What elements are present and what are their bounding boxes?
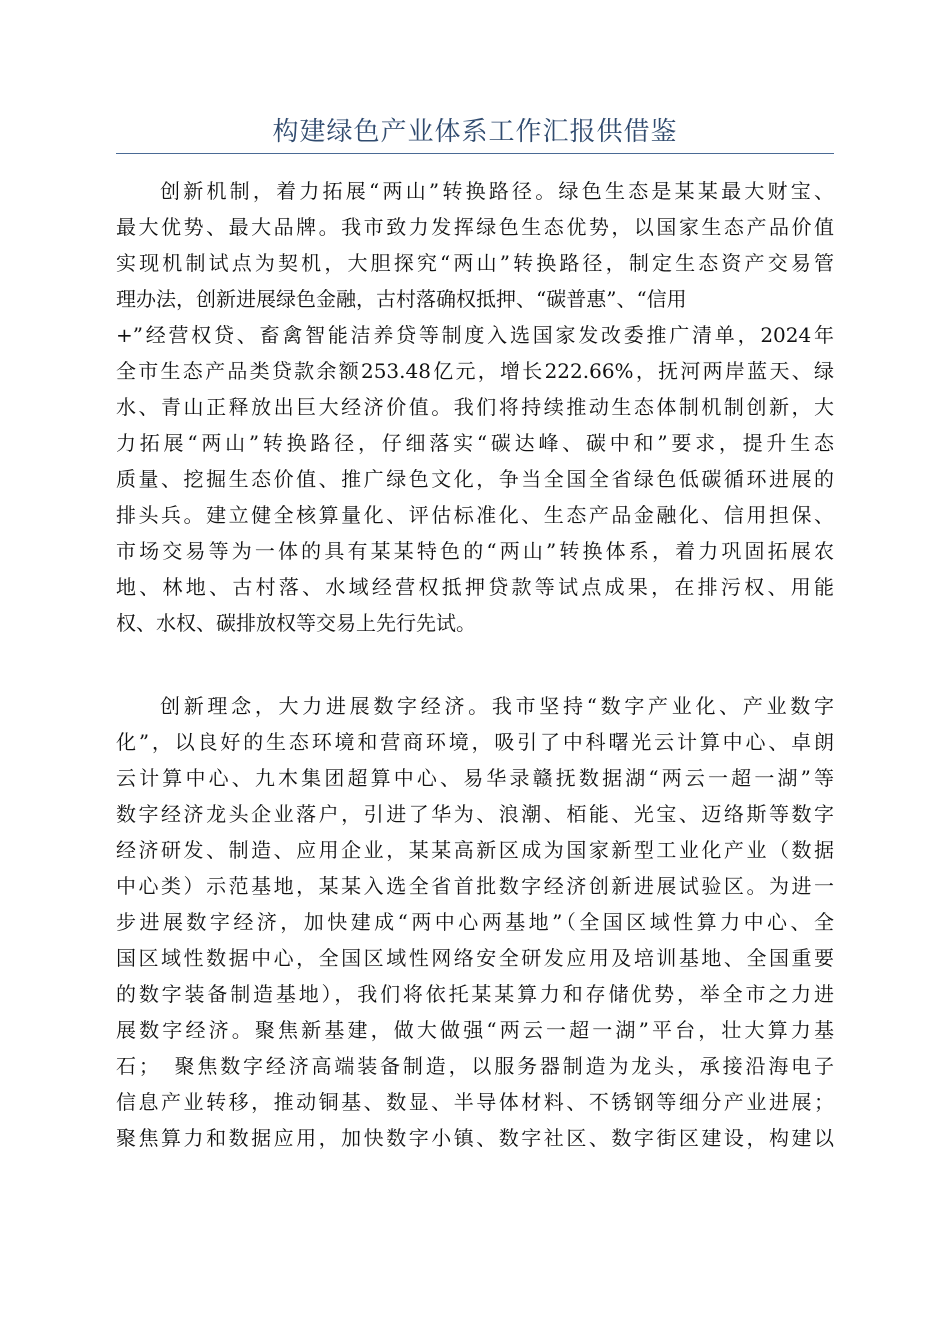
paragraph-line: 市场交易等为一体的具有某某特色的“两山”转换体系，着力巩固拓展农 xyxy=(116,539,834,563)
paragraph-line: 创新机制，着力拓展“两山”转换路径。绿色生态是某某最大财宝、 xyxy=(160,179,834,203)
paragraph-line: 最大优势、最大品牌。我市致力发挥绿色生态优势，以国家生态产品价值 xyxy=(116,215,834,239)
paragraph-line: 力拓展“两山”转换路径，仔细落实“碳达峰、碳中和”要求，提升生态 xyxy=(116,431,834,455)
paragraph-line: 中心类）示范基地，某某入选全省首批数字经济创新进展试验区。为进一 xyxy=(116,874,834,898)
paragraph-innovation-concept xyxy=(116,688,834,1156)
paragraph-line: +”经营权贷、畜禽智能洁养贷等制度入选国家发改委推广清单，2024年 xyxy=(116,323,834,347)
paragraph-line: 质量、挖掘生态价值、推广绿色文化，争当全国全省绿色低碳循环进展的 xyxy=(116,467,834,491)
document-title: 构建绿色产业体系工作汇报供借鉴 xyxy=(272,117,678,147)
paragraph-line: 全市生态产品类贷款余额253.48亿元，增长222.66%，抚河两岸蓝天、绿 xyxy=(116,359,834,383)
paragraph-line: 信息产业转移，推动铜基、数显、半导体材料、不锈钢等细分产业进展； xyxy=(116,1090,834,1114)
paragraph-innovation-mechanism xyxy=(116,173,834,641)
paragraph-line: 石； 聚焦数字经济高端装备制造，以服务器制造为龙头，承接沿海电子 xyxy=(116,1054,834,1078)
paragraph-line: 创新理念，大力进展数字经济。我市坚持“数字产业化、产业数字 xyxy=(160,694,834,718)
paragraph-line: 水、青山正释放出巨大经济价值。我们将持续推动生态体制机制创新，大 xyxy=(116,395,834,419)
paragraph-line: 聚焦算力和数据应用，加快数字小镇、数字社区、数字街区建设，构建以 xyxy=(116,1126,834,1150)
paragraph-line: 数字经济龙头企业落户，引进了华为、浪潮、栢能、光宝、迈络斯等数字 xyxy=(116,802,834,826)
paragraph-line: 权、水权、碳排放权等交易上先行先试。 xyxy=(116,611,476,635)
paragraph-line: 展数字经济。聚焦新基建，做大做强“两云一超一湖”平台，壮大算力基 xyxy=(116,1018,834,1042)
paragraph-line: 的数字装备制造基地），我们将依托某某算力和存储优势，举全市之力进 xyxy=(116,982,834,1006)
paragraph-line: 化”，以良好的生态环境和营商环境，吸引了中科曙光云计算中心、卓朗 xyxy=(116,730,834,754)
paragraph-line: 步进展数字经济，加快建成“两中心两基地”（全国区域性算力中心、全 xyxy=(116,910,834,934)
paragraph-line: 理办法，创新进展绿色金融，古村落确权抵押、“碳普惠”、“信用 xyxy=(116,287,687,311)
paragraph-line: 云计算中心、九木集团超算中心、易华录赣抚数据湖“两云一超一湖”等 xyxy=(116,766,834,790)
title-underline xyxy=(116,153,834,154)
paragraph-line: 排头兵。建立健全核算量化、评估标准化、生态产品金融化、信用担保、 xyxy=(116,503,834,527)
paragraph-line: 实现机制试点为契机，大胆探究“两山”转换路径，制定生态资产交易管 xyxy=(116,251,834,275)
paragraph-line: 经济研发、制造、应用企业，某某高新区成为国家新型工业化产业（数据 xyxy=(116,838,834,862)
paragraph-line: 地、林地、古村落、水域经营权抵押贷款等试点成果，在排污权、用能 xyxy=(116,575,834,599)
paragraph-line: 国区域性数据中心，全国区域性网络安全研发应用及培训基地、全国重要 xyxy=(116,946,834,970)
